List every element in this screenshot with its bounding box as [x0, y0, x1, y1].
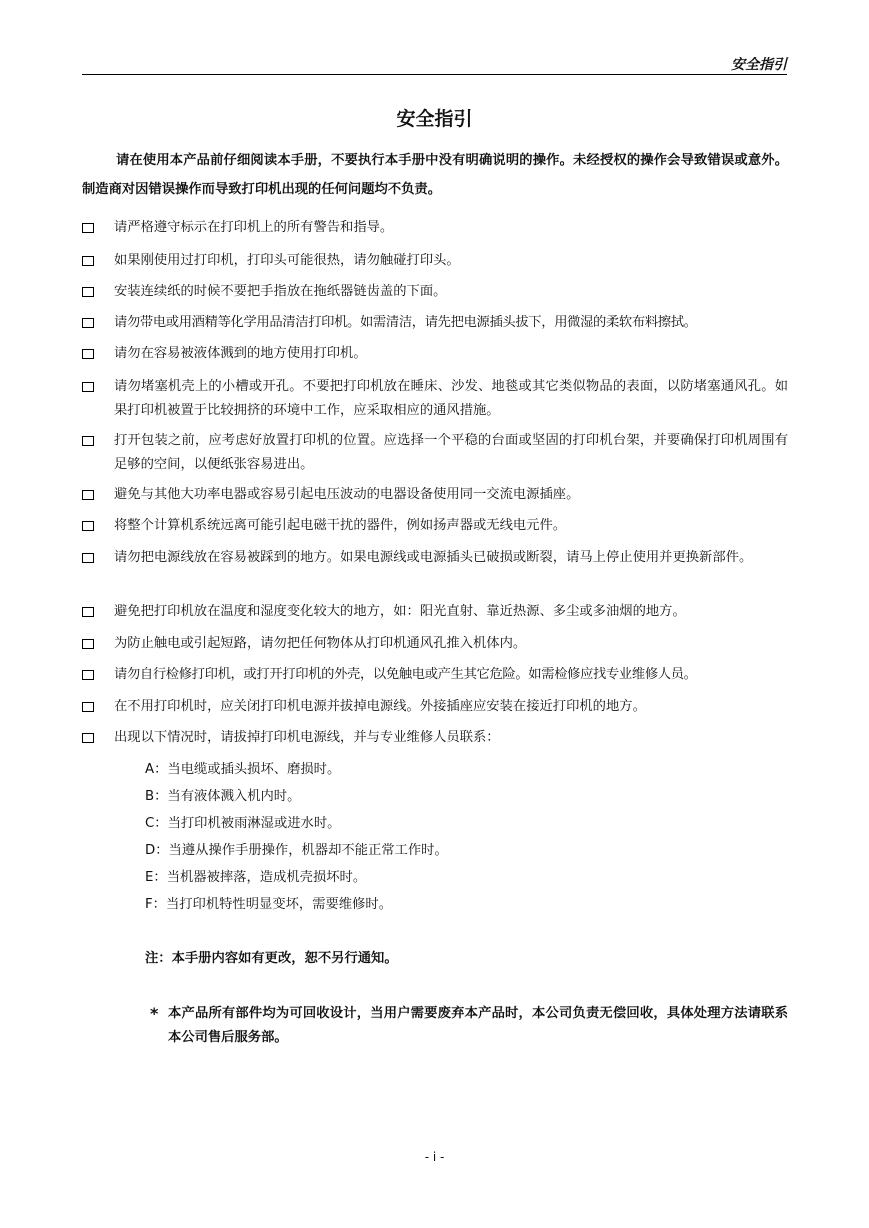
checkbox-bullet-icon [82, 702, 94, 712]
checkbox-bullet-icon [82, 607, 94, 617]
checkbox-bullet-icon [82, 490, 94, 500]
list-item-text: 请勿在容易被液体溅到的地方使用打印机。 [114, 346, 367, 361]
condition-item: F：当打印机特性明显变坏，需要维修时。 [145, 897, 392, 912]
condition-item: E：当机器被摔落，造成机壳损坏时。 [145, 870, 367, 885]
list-item [82, 217, 788, 239]
list-item [82, 375, 788, 423]
list-item [82, 312, 788, 334]
list-item [82, 484, 788, 506]
checkbox-bullet-icon [82, 382, 94, 392]
list-item [82, 250, 788, 272]
checkbox-bullet-icon [82, 521, 94, 531]
list-item-text: 请勿堵塞机壳上的小槽或开孔。不要把打印机放在睡床、沙发、地毯或其它类似物品的表面，以防堵塞通风孔。如果打印机被置于比较拥挤的环境中工作，应采取相应的通风措施。 [114, 379, 788, 418]
checkbox-bullet-icon [82, 287, 94, 297]
list-item [82, 727, 788, 749]
running-header: 安全指引 [731, 57, 787, 73]
condition-item: A：当电缆或插头损坏、磨损时。 [145, 762, 341, 777]
page-title: 安全指引 [396, 108, 473, 130]
checkbox-bullet-icon [82, 349, 94, 359]
checkbox-bullet-icon [82, 639, 94, 649]
recycle-notice-text: 本产品所有部件均为可回收设计，当用户需要废弃本产品时，本公司负责无偿回收，具体处理方法请联系本公司售后服务部。 [168, 1006, 788, 1045]
list-item-text: 请勿带电或用酒精等化学用品清洁打印机。如需清洁，请先把电源插头拔下，用微湿的柔软布料擦拭。 [114, 315, 697, 330]
intro-paragraph: 请在使用本产品前仔细阅读本手册，不要执行本手册中没有明确说明的操作。未经授权的操作会导致错误或意外。制造商对因错误操作而导致打印机出现的任何问题均不负责。 [82, 153, 788, 197]
recycle-notice [150, 1002, 788, 1050]
checkbox-bullet-icon [82, 733, 94, 743]
list-item-text: 为防止触电或引起短路，请勿把任何物体从打印机通风孔推入机体内。 [114, 636, 527, 651]
list-item-text: 安装连续纸的时候不要把手指放在拖纸器链齿盖的下面。 [114, 284, 447, 299]
list-item-text: 在不用打印机时，应关闭打印机电源并拔掉电源线。外接插座应安装在接近打印机的地方。 [114, 699, 646, 714]
list-item [82, 546, 788, 570]
list-item-text: 出现以下情况时，请拔掉打印机电源线，并与专业维修人员联系： [114, 730, 500, 745]
checkbox-bullet-icon [82, 670, 94, 680]
page-number: - i - [424, 1150, 445, 1164]
list-item-text: 请勿自行检修打印机，或打开打印机的外壳，以免触电或产生其它危险。如需检修应找专业维修人员。 [114, 667, 697, 682]
asterisk-marker: * [150, 1004, 159, 1023]
checkbox-bullet-icon [82, 318, 94, 328]
checkbox-bullet-icon [82, 436, 94, 446]
list-item-text: 打开包装之前，应考虑好放置打印机的位置。应选择一个平稳的台面或坚固的打印机台架，并要确保打印机周围有足够的空间，以便纸张容易进出。 [114, 433, 788, 472]
header-divider [82, 74, 787, 75]
list-item-text: 将整个计算机系统远离可能引起电磁干扰的器件，例如扬声器或无线电元件。 [114, 518, 567, 533]
condition-item: D：当遵从操作手册操作，机器却不能正常工作时。 [145, 843, 448, 858]
list-item [82, 515, 788, 537]
list-item [82, 429, 788, 477]
list-item-text: 请严格遵守标示在打印机上的所有警告和指导。 [114, 220, 394, 235]
checkbox-bullet-icon [82, 553, 94, 563]
list-item-text: 避免与其他大功率电器或容易引起电压波动的电器设备使用同一交流电源插座。 [114, 487, 580, 502]
list-item [82, 281, 788, 303]
list-item [82, 664, 788, 686]
list-item [82, 343, 788, 365]
list-item [82, 601, 788, 623]
condition-item: B：当有液体溅入机内时。 [145, 789, 301, 804]
checkbox-bullet-icon [82, 256, 94, 266]
condition-item: C：当打印机被雨淋湿或进水时。 [145, 816, 341, 831]
checkbox-bullet-icon [82, 223, 94, 233]
list-item-text: 请勿把电源线放在容易被踩到的地方。如果电源线或电源插头已破损或断裂，请马上停止使用并更换新部件。 [114, 550, 753, 565]
list-item [82, 633, 788, 655]
list-item-text: 如果刚使用过打印机，打印头可能很热，请勿触碰打印头。 [114, 253, 460, 268]
list-item-text: 避免把打印机放在温度和湿度变化较大的地方，如：阳光直射、靠近热源、多尘或多油烟的地方。 [114, 604, 686, 619]
list-item [82, 696, 788, 718]
change-notice: 注：本手册内容如有更改，恕不另行通知。 [145, 951, 398, 966]
